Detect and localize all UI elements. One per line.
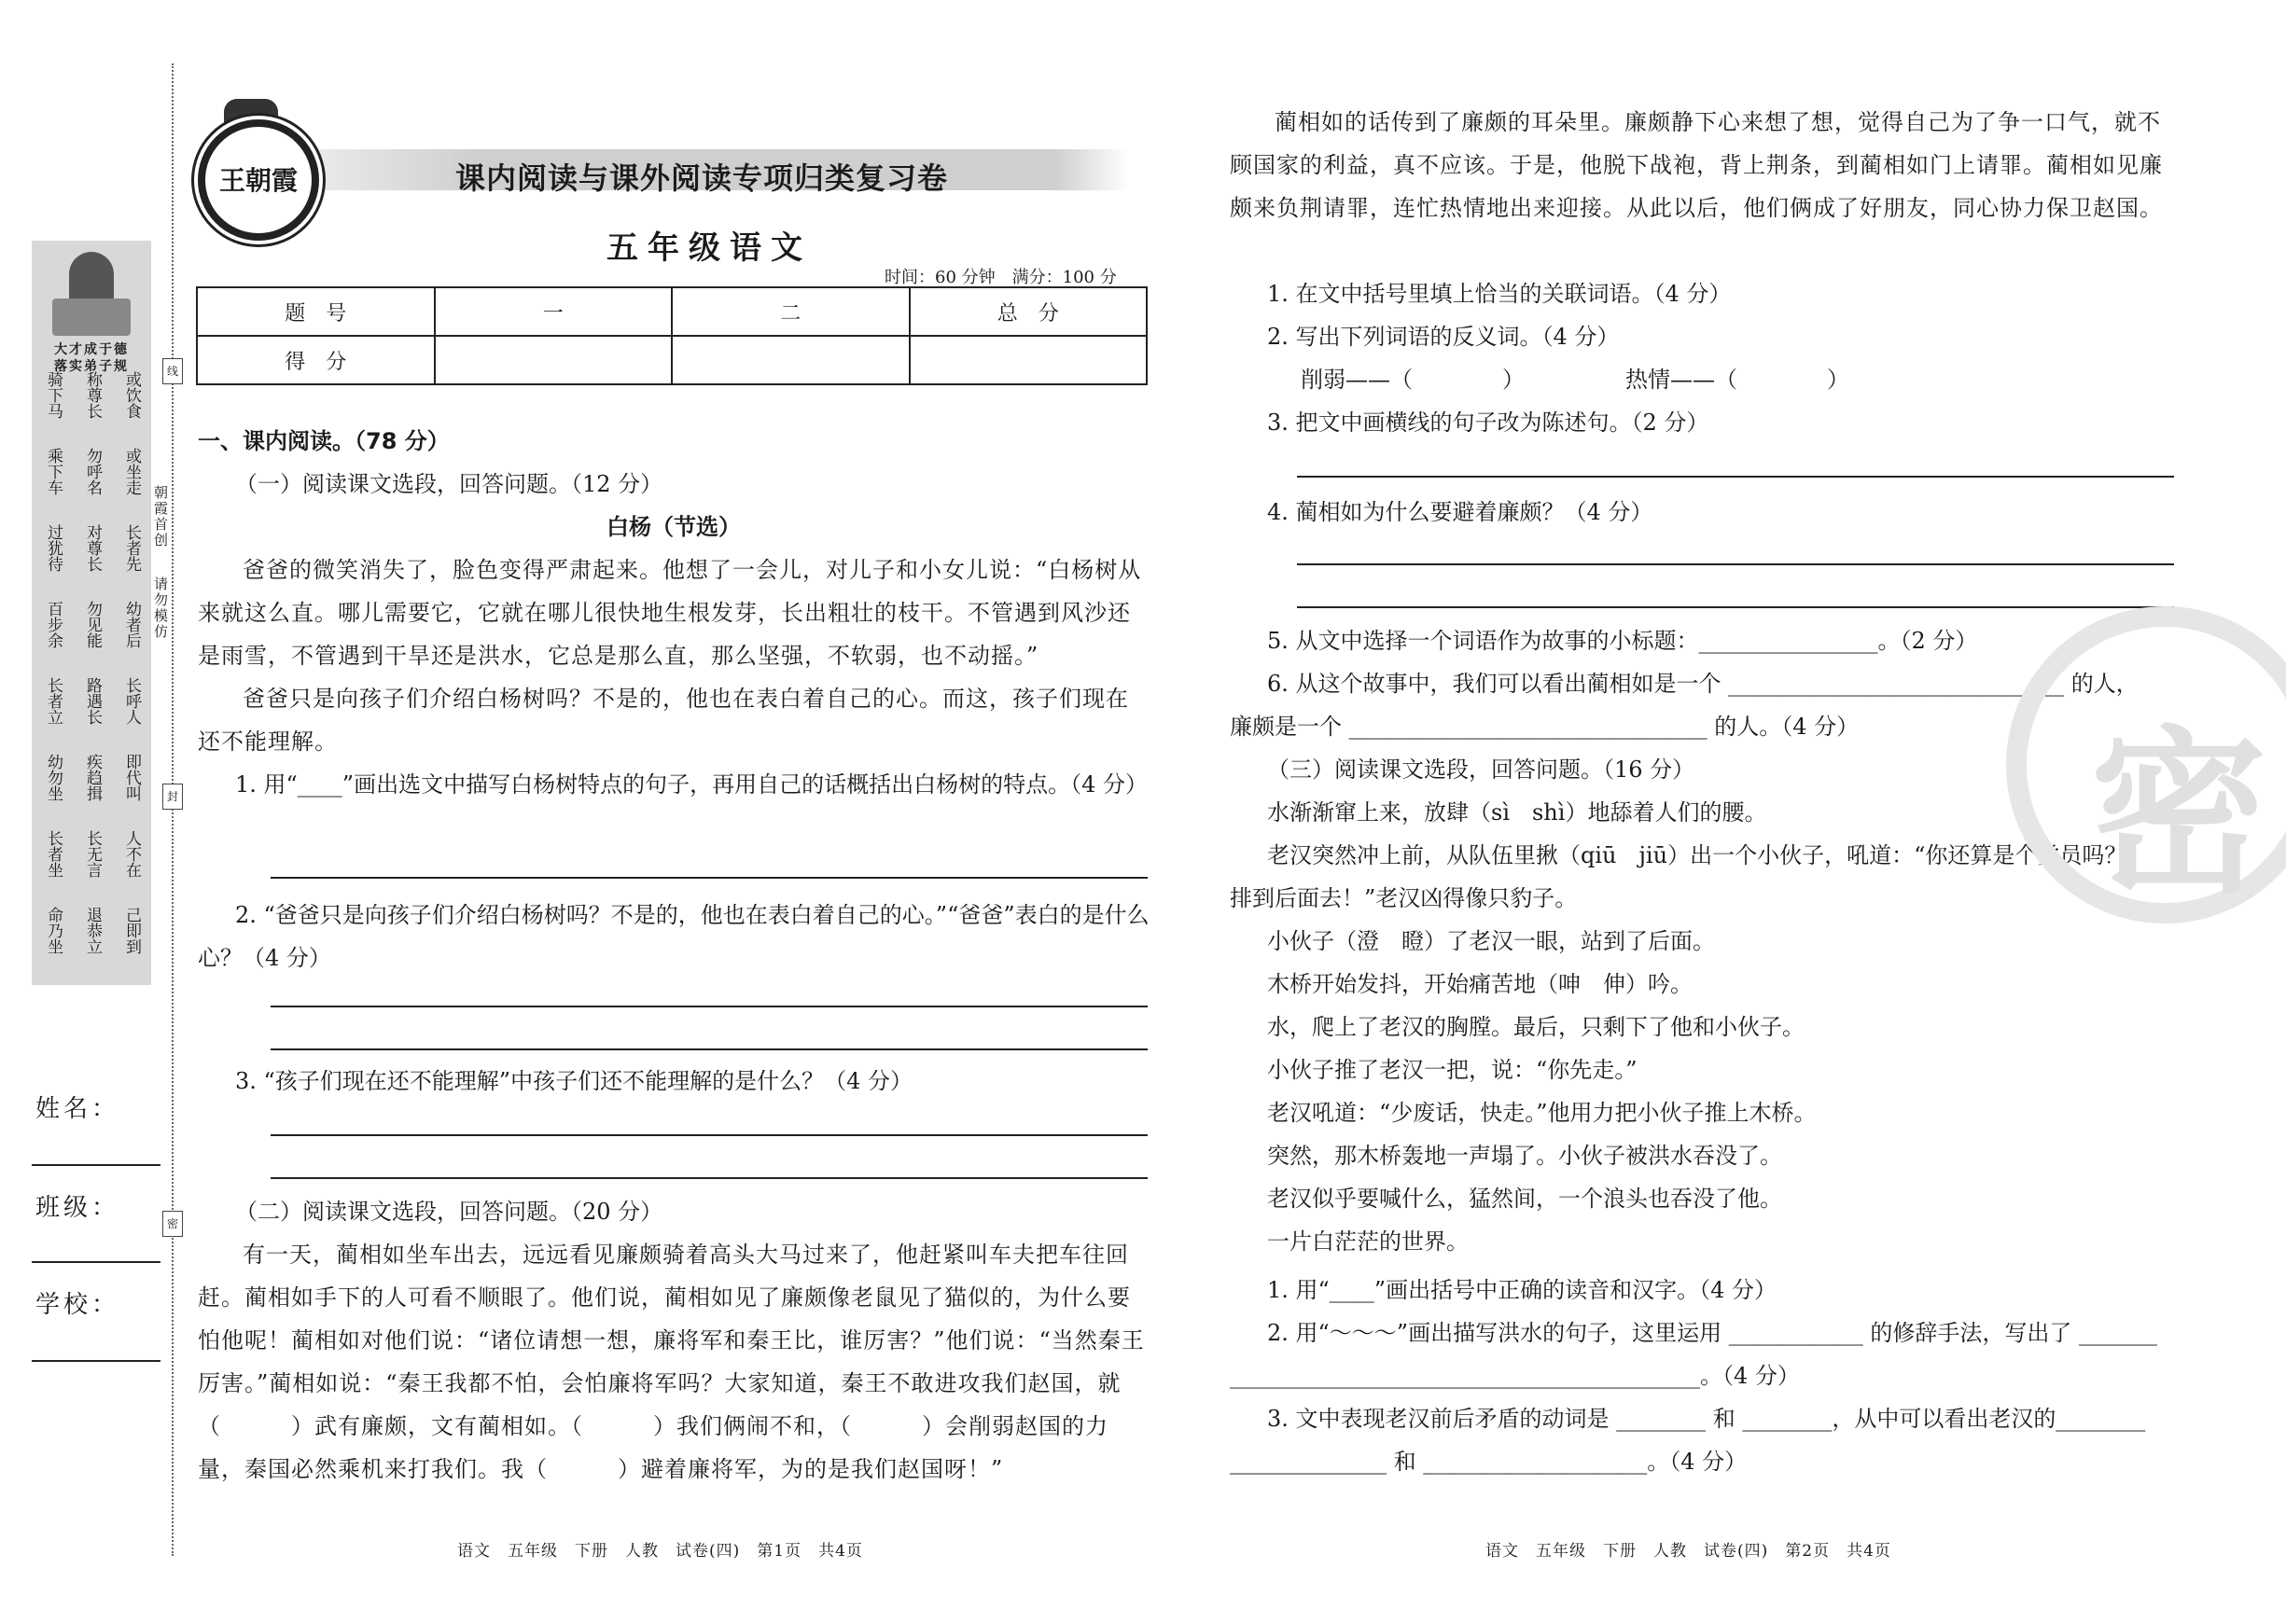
rule-text: 长者立 <box>44 677 63 725</box>
passage-3-line: 小伙子推了老汉一把，说：“你先走。” <box>1267 1057 1638 1083</box>
rule-group <box>43 907 140 983</box>
antonym-blanks: 削弱——（ ） 热情——（ ） <box>1301 367 1849 393</box>
question-3-1: 1. 用“____”画出括号中正确的读音和汉字。（4 分） <box>1267 1277 1777 1303</box>
school-label: 学校： <box>35 1291 120 1319</box>
passage-2-paragraph-1: 有一天，蔺相如坐车出去，远远看见廉颇骑着高头大马过来了，他赶紧叫车夫把车往回赶。蔺相如手下的人可看不顺眼了。他们说，蔺相如见了廉颇像老鼠见了猫似的，为什么要怕他呢！蔺相如对他们说：“诸位请想一想，廉将军和秦王比，谁厉害？”他们说：“当然秦王厉害。”蔺相如说：“秦王我都不怕，会怕廉将军吗？大家知道，秦王不敢进攻我们赵国，就（ ）武有廉颇，文有蔺相如。（ ）我们俩闹不和，（ ）会削弱赵国的力量，秦国必然乘机来打我们。我（ ）避着廉将军，为的是我们赵国呀！” <box>198 1242 1145 1482</box>
passage-3-line: 排到后面去！”老汉凶得像只豹子。 <box>1230 885 1578 911</box>
rule-text: 乘下车 <box>44 448 63 495</box>
rule-text: 称尊长 <box>83 371 102 419</box>
score-table-row <box>197 287 1147 336</box>
class-label: 班级： <box>35 1194 120 1222</box>
school-field-line[interactable] <box>32 1360 160 1362</box>
page-footer-right: 语文 五年级 下册 人教 试卷(四) 第2页 共4页 <box>1485 1542 1891 1561</box>
rule-group <box>43 448 140 524</box>
passage-2-paragraph-2: 蔺相如的话传到了廉颇的耳朵里。廉颇静下心来想了想，觉得自己为了争一口气，就不顾国家的利益，真不应该。于是，他脱下战袍，背上荆条，到蔺相如门上请罪。蔺相如见廉颇来负荆请罪，连忙热情地出来迎接。从此以后，他们俩成了好朋友，同心协力保卫赵国。 <box>1230 109 2163 221</box>
passage-3-line: 木桥开始发抖，开始痛苦地（呻 伸）吟。 <box>1267 971 1693 997</box>
rule-text: 勿呼名 <box>83 448 102 495</box>
question-3-3-line-2: ______________ 和 ____________________。（4 分） <box>1230 1449 1748 1475</box>
vertical-note-original: 朝霞首创 <box>152 485 169 548</box>
exam-series-title: 课内阅读与课外阅读专项归类复习卷 <box>455 160 949 196</box>
sidebar-rules-panel <box>32 241 151 985</box>
question-1-3: 3. “孩子们现在还不能理解”中孩子们还不能理解的是什么？（4 分） <box>235 1068 913 1094</box>
passage-3-line: 一片白茫茫的世界。 <box>1267 1228 1469 1255</box>
grade-subject-title: 五年级语文 <box>606 229 812 267</box>
rule-group <box>43 754 140 830</box>
score-table-row <box>197 336 1147 384</box>
part-1-intro: （一）阅读课文选段，回答问题。（12 分） <box>235 471 663 497</box>
rule-text: 幼者后 <box>122 601 141 648</box>
answer-line[interactable] <box>271 1006 1148 1007</box>
rule-text: 退恭立 <box>83 907 102 954</box>
rule-text: 或坐走 <box>122 448 141 495</box>
score-header-cell: 一 <box>435 287 673 336</box>
part-2-intro: （二）阅读课文选段，回答问题。（20 分） <box>235 1199 663 1225</box>
rule-text: 骑下马 <box>44 371 63 419</box>
question-2-3: 3. 把文中画横线的句子改为陈述句。（2 分） <box>1267 409 1709 436</box>
seal-line-mark: 线 <box>162 358 183 384</box>
rule-text: 长呼人 <box>122 677 141 725</box>
score-header-cell: 二 <box>672 287 910 336</box>
answer-line[interactable] <box>271 1134 1148 1136</box>
score-input-cell[interactable] <box>435 336 673 384</box>
rule-text: 对尊长 <box>83 524 102 572</box>
question-2-6-line-1: 6. 从这个故事中，我们可以看出蔺相如是一个 ______________________________ 的人， <box>1267 671 2139 697</box>
rule-text: 长无言 <box>83 830 102 878</box>
motto-line-2: 落实弟子规 <box>54 359 129 374</box>
passage-3-line: 水渐渐窜上来，放肆（sì shì）地舔着人们的腰。 <box>1267 799 1767 826</box>
part-3-intro: （三）阅读课文选段，回答问题。（16 分） <box>1267 756 1695 783</box>
score-table <box>196 286 1148 385</box>
question-2-5: 5. 从文中选择一个词语作为故事的小标题：________________。（2 分） <box>1267 628 1978 654</box>
brand-logo-text: 王朝霞 <box>218 165 298 196</box>
motto-line-1: 大才成于德 <box>54 342 129 357</box>
rule-text: 百步余 <box>44 601 63 648</box>
rule-group <box>43 524 140 601</box>
passage-3-line: 小伙子（澄 瞪）了老汉一眼，站到了后面。 <box>1267 928 1715 954</box>
vertical-note-no-copy: 请勿模仿 <box>152 576 169 640</box>
watermark-seal-glyph: 密 <box>2090 709 2268 917</box>
answer-line[interactable] <box>271 1048 1148 1050</box>
score-input-cell[interactable] <box>672 336 910 384</box>
rule-text: 或饮食 <box>122 371 141 419</box>
passage-1-paragraph-2: 爸爸只是向孩子们介绍白杨树吗？不是的，他也在表白着自己的心。而这，孩子们现在还不能理解。 <box>198 686 1129 755</box>
question-2-6-line-2: 廉颇是一个 ________________________________ 的人。（4 分） <box>1230 714 1860 740</box>
section-1-heading: 一、课内阅读。（78 分） <box>198 428 450 454</box>
name-field-line[interactable] <box>32 1164 160 1166</box>
rule-group <box>43 601 140 677</box>
rule-text: 勿见能 <box>83 601 102 648</box>
passage-3 <box>1230 791 2174 1263</box>
rule-text: 己即到 <box>122 907 141 954</box>
passage-3-line: 老汉突然冲上前，从队伍里揪（qiū jiū）出一个小伙子，吼道：“你还算是个党员吗？ <box>1267 842 2127 868</box>
rule-text: 路遇长 <box>83 677 102 725</box>
question-1-2: 2. “爸爸只是向孩子们介绍白杨树吗？不是的，他也在表白着自己的心。”“爸爸”表白的是什么心？（4 分） <box>198 902 1150 971</box>
rule-group <box>43 677 140 754</box>
score-header-cell: 总 分 <box>910 287 1148 336</box>
rule-text: 幼勿坐 <box>44 754 63 801</box>
passage-1-paragraph-1: 爸爸的微笑消失了，脸色变得严肃起来。他想了一会儿，对儿子和小女儿说：“白杨树从来就这么直。哪儿需要它，它就在哪儿很快地生根发芽，长出粗壮的枝干。不管遇到风沙还是雨雪，不管遇到干旱还是洪水，它总是那么直，那么坚强，不软弱，也不动摇。” <box>198 557 1142 669</box>
rule-group <box>43 830 140 907</box>
question-1-1: 1. 用“____”画出选文中描写白杨树特点的句子，再用自己的话概括出白杨树的特点。（4 分） <box>235 771 1148 798</box>
answer-line[interactable] <box>1297 606 2174 608</box>
rules-list <box>43 371 140 983</box>
answer-line[interactable] <box>1297 563 2174 565</box>
question-2-4: 4. 蔺相如为什么要避着廉颇？（4 分） <box>1267 499 1653 525</box>
rule-text: 命乃坐 <box>44 907 63 954</box>
score-input-cell[interactable] <box>910 336 1148 384</box>
name-label: 姓名： <box>35 1095 120 1123</box>
question-3-2-line-1: 2. 用“～～～”画出描写洪水的句子，这里运用 ____________ 的修辞手法，写出了 _______ <box>1267 1320 2157 1346</box>
mascot-desk-illustration <box>52 298 131 336</box>
question-3-2-line-2: __________________________________________。（4 分） <box>1230 1363 1800 1389</box>
answer-line[interactable] <box>271 877 1148 879</box>
binding-dotted-line <box>172 63 174 1556</box>
passage-3-line: 水，爬上了老汉的胸膛。最后，只剩下了他和小伙子。 <box>1267 1014 1805 1040</box>
passage-3-line: 老汉吼道：“少废话，快走。”他用力把小伙子推上木桥。 <box>1267 1100 1817 1126</box>
passage-1-title: 白杨（节选） <box>606 514 741 540</box>
rule-text: 人不在 <box>122 830 141 878</box>
seal-secret-mark: 密 <box>162 1211 183 1237</box>
answer-line[interactable] <box>1297 476 2174 478</box>
seal-seal-mark: 封 <box>162 784 183 810</box>
rule-text: 长者坐 <box>44 830 63 878</box>
rule-text: 即代叫 <box>122 754 141 801</box>
rule-text: 长者先 <box>122 524 141 572</box>
question-2-1: 1. 在文中括号里填上恰当的关联词语。（4 分） <box>1267 281 1732 307</box>
question-2-2: 2. 写出下列词语的反义词。（4 分） <box>1267 324 1620 350</box>
page-footer-left: 语文 五年级 下册 人教 试卷(四) 第1页 共4页 <box>457 1542 863 1561</box>
rule-group <box>43 371 140 448</box>
passage-3-line: 老汉似乎要喊什么，猛然间，一个浪头也吞没了他。 <box>1267 1186 1782 1212</box>
question-3-3-line-1: 3. 文中表现老汉前后矛盾的动词是 ________ 和 ________，从中可以看出老汉的________ <box>1267 1406 2146 1432</box>
score-label-cell: 得 分 <box>197 336 435 384</box>
rule-text: 疾趋揖 <box>83 754 102 801</box>
time-score-info: 时间：60 分钟 满分：100 分 <box>885 268 1117 287</box>
rule-text: 过犹待 <box>44 524 63 572</box>
passage-3-line: 突然，那木桥轰地一声塌了。小伙子被洪水吞没了。 <box>1267 1143 1782 1169</box>
class-field-line[interactable] <box>32 1261 160 1263</box>
answer-line[interactable] <box>271 1177 1148 1179</box>
score-header-cell: 题 号 <box>197 287 435 336</box>
